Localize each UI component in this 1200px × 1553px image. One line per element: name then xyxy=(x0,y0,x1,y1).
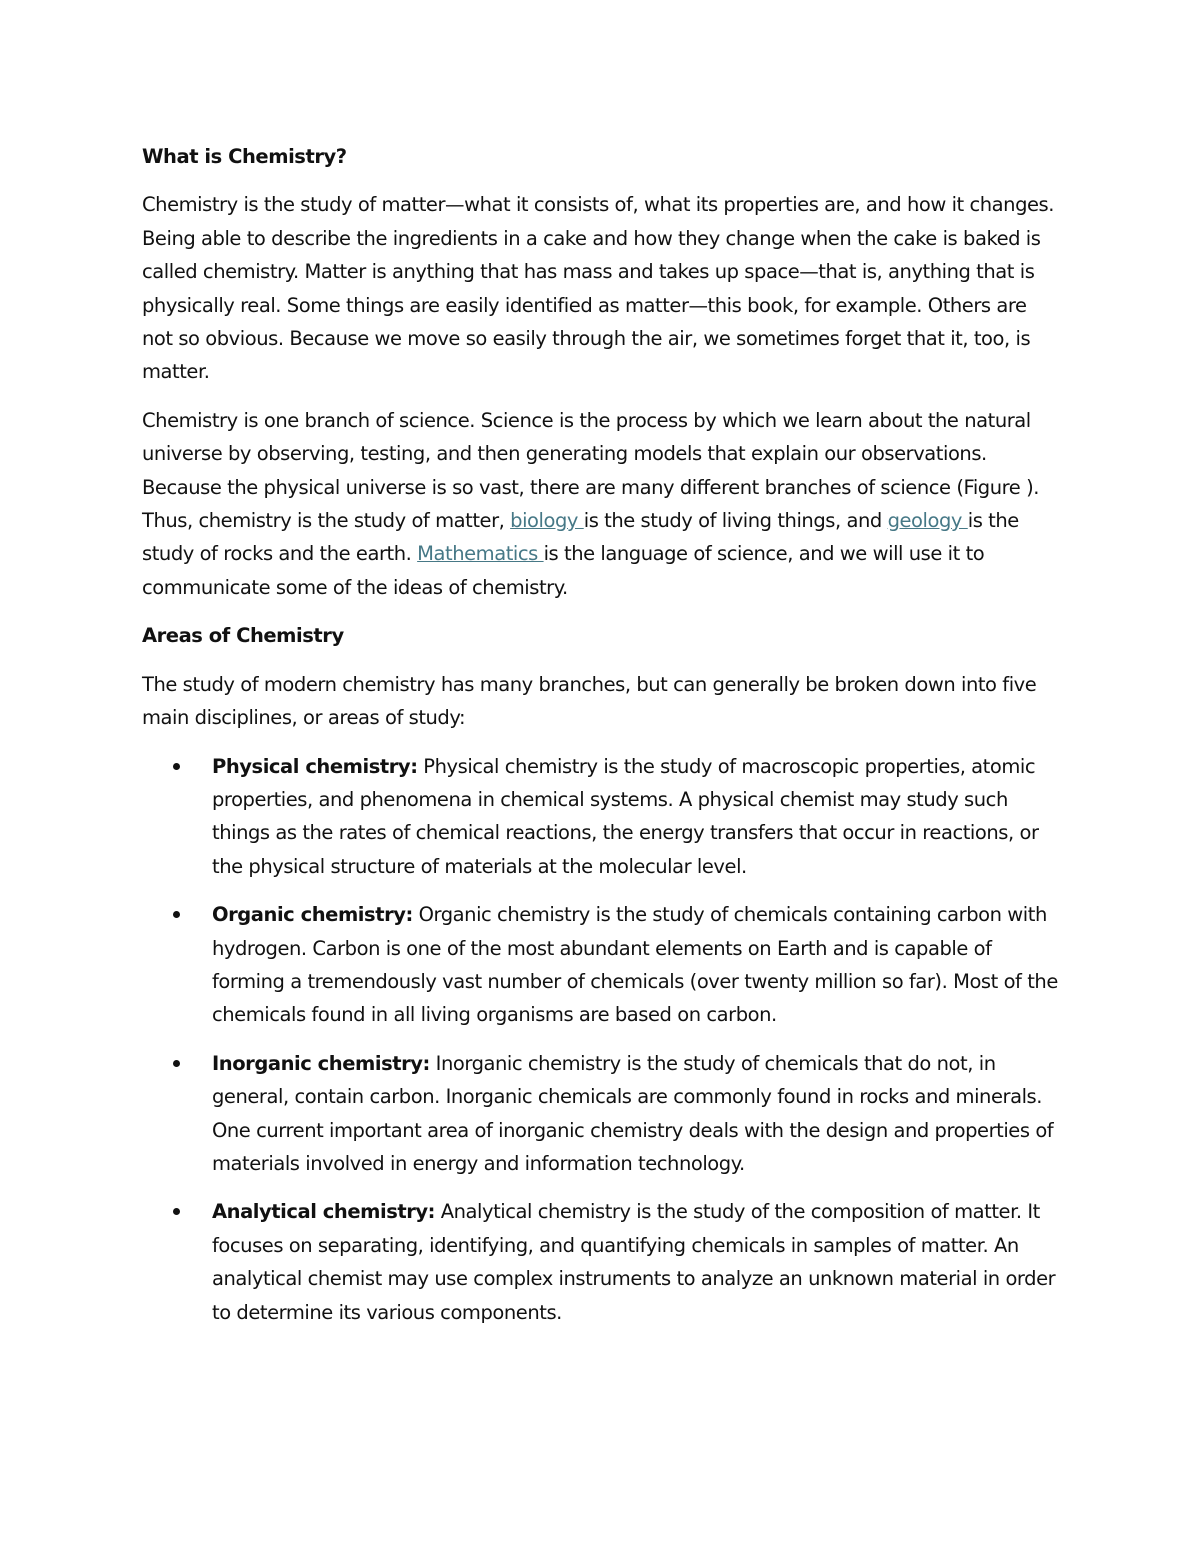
bullet-icon xyxy=(173,1060,180,1067)
link-mathematics[interactable]: Mathematics xyxy=(417,542,544,566)
paragraph-text: Chemistry is one branch of science. Science is the process by which we learn about the natural universe by observing, testing, and then generating models that explain our observations. Because the physical universe is so vast, there are many different branches of science (Figure ). Thus, chemistry is the study of matter, xyxy=(142,408,1039,533)
paragraph-disciplines-intro: The study of modern chemistry has many branches, but can generally be broken down into five main disciplines, or areas of study: xyxy=(142,672,1037,730)
paragraph-branches-of-science xyxy=(142,404,1062,604)
list-item-inorganic-chemistry xyxy=(142,1047,1062,1181)
list-item-organic-chemistry xyxy=(142,898,1062,1032)
term-description: Physical chemistry is the study of macroscopic properties, atomic properties, and phenomena in chemical systems. A physical chemist may study such things as the rates of chemical reactions, the energy transfers that occur in reactions, or the physical structure of materials at the molecular level. xyxy=(212,754,1039,878)
heading-what-is-chemistry: What is Chemistry? xyxy=(142,145,347,168)
link-biology[interactable]: biology xyxy=(510,509,584,533)
term-description: Inorganic chemistry is the study of chemicals that do not, in general, contain carbon. Inorganic chemicals are commonly found in rocks and minerals. One current important area of inorganic chemistry deals with the design and properties of materials involved in energy and information technology. xyxy=(212,1051,1054,1175)
paragraph-text: is the study of living things, and xyxy=(583,509,888,533)
list-item-analytical-chemistry xyxy=(142,1195,1062,1329)
paragraph-text: is the study of rocks and the earth. xyxy=(142,509,1019,566)
term-label: Organic chemistry: xyxy=(212,903,413,927)
paragraph-matter: Chemistry is the study of matter—what it consists of, what its properties are, and how it changes. Being able to describe the ingredients in a cake and how they change when the cake is baked is called chemistry. Matter is anything that has mass and takes up space—that is, anything that is physically real. Some things are easily identified as matter—this book, for example. Others are not so obvious. Because we move so easily through the air, we sometimes forget that it, too, is matter. xyxy=(142,193,1055,384)
bullet-icon xyxy=(173,1208,180,1215)
term-label: Inorganic chemistry: xyxy=(212,1051,430,1075)
paragraph-text: is the language of science, and we will use it to communicate some of the ideas of chemistry. xyxy=(142,542,985,599)
term-description: Organic chemistry is the study of chemicals containing carbon with hydrogen. Carbon is one of the most abundant elements on Earth and is capable of forming a tremendously vast number of chemicals (over twenty million so far). Most of the chemicals found in all living organisms are based on carbon. xyxy=(212,903,1058,1027)
bullet-icon xyxy=(173,763,180,770)
list-item-physical-chemistry xyxy=(142,750,1062,884)
document-page xyxy=(142,140,1062,1344)
link-geology[interactable]: geology xyxy=(887,509,968,533)
term-description: Analytical chemistry is the study of the composition of matter. It focuses on separating, identifying, and quantifying chemicals in samples of matter. An analytical chemist may use complex instruments to analyze an unknown material in order to determine its various components. xyxy=(212,1200,1056,1324)
bullet-icon xyxy=(173,911,180,918)
term-label: Physical chemistry: xyxy=(212,754,418,778)
disciplines-list xyxy=(142,750,1062,1330)
term-label: Analytical chemistry: xyxy=(212,1200,435,1224)
heading-areas-of-chemistry: Areas of Chemistry xyxy=(142,624,344,648)
